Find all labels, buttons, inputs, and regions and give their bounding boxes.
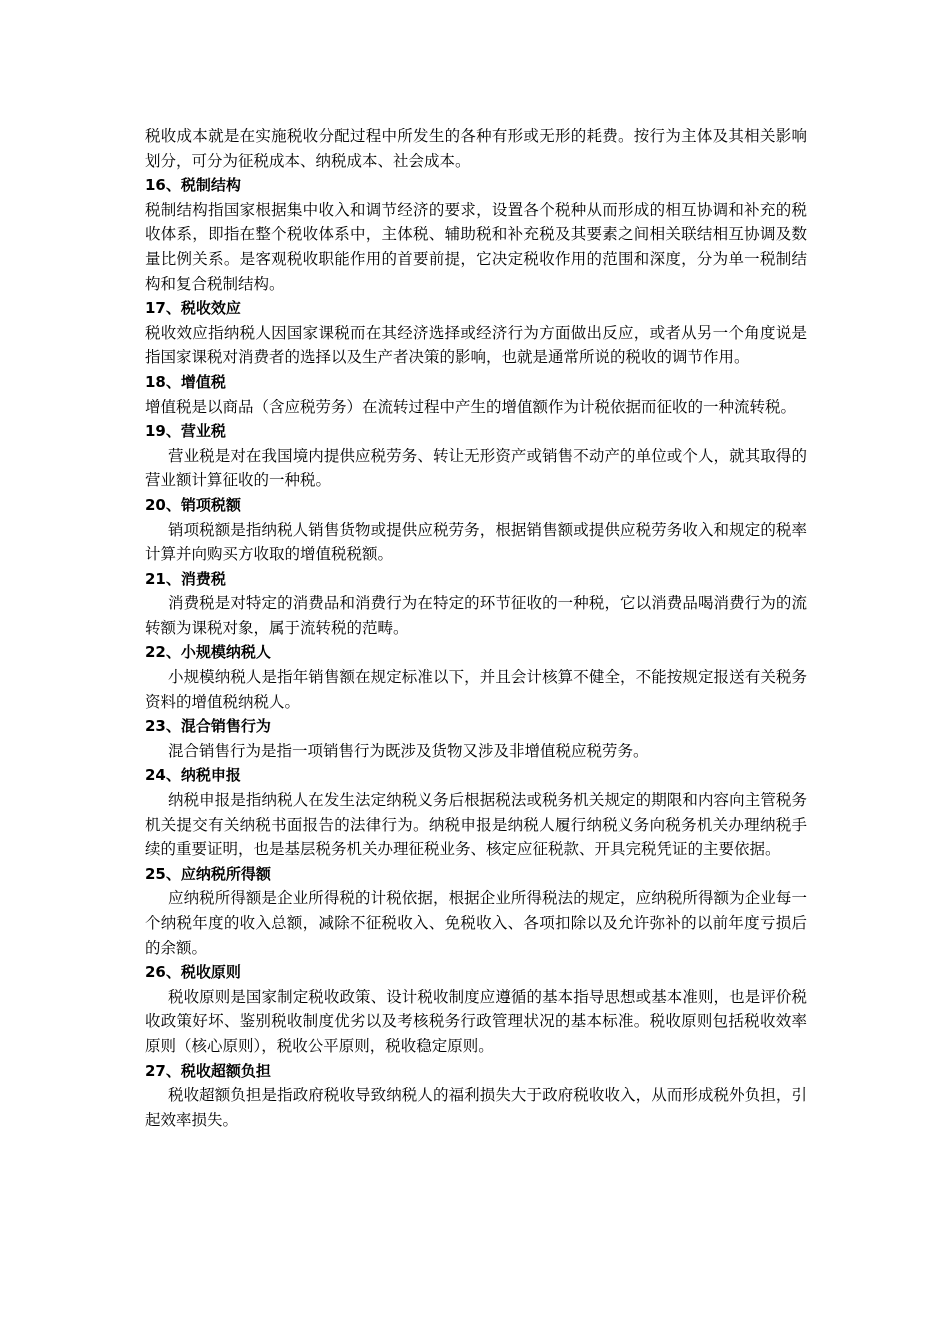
section-body-24: 纳税申报是指纳税人在发生法定纳税义务后根据税法或税务机关规定的期限和内容向主管税务机关提交有关纳税书面报告的法律行为。纳税申报是纳税人履行纳税义务向税务机关办理纳税手续的重要证明，也是基层税务机关办理征税业务、核定应征税款、开具完税凭证的主要依据。 (145, 791, 807, 859)
section-heading-22: 22、小规模纳税人 (145, 643, 271, 662)
section-heading-17: 17、税收效应 (145, 299, 241, 318)
intro-paragraph: 税收成本就是在实施税收分配过程中所发生的各种有形或无形的耗费。按行为主体及其相关影响划分，可分为征税成本、纳税成本、社会成本。 (145, 127, 807, 170)
section-body-19: 营业税是对在我国境内提供应税劳务、转让无形资产或销售不动产的单位或个人，就其取得的营业额计算征收的一种税。 (145, 446, 807, 490)
section-body-25: 应纳税所得额是企业所得税的计税依据，根据企业所得税法的规定，应纳税所得额为企业每一个纳税年度的收入总额，减除不征税收入、免税收入、各项扣除以及允许弥补的以前年度亏损后的余额。 (145, 889, 807, 957)
section-heading-24: 24、纳税申报 (145, 766, 241, 785)
section-heading-16: 16、税制结构 (145, 176, 241, 195)
section-heading-27: 27、税收超额负担 (145, 1061, 271, 1080)
section-body-23: 混合销售行为是指一项销售行为既涉及货物又涉及非增值税应税劳务。 (168, 741, 649, 760)
section-body-22: 小规模纳税人是指年销售额在规定标准以下，并且会计核算不健全，不能按规定报送有关税务资料的增值税纳税人。 (145, 668, 807, 711)
document-page (145, 124, 807, 1132)
section-body-26: 税收原则是国家制定税收政策、设计税收制度应遵循的基本指导思想或基本准则，也是评价税收政策好坏、鉴别税收制度优劣以及考核税务行政管理状况的基本标准。税收原则包括税收效率原则（核心原则），税收公平原则，税收稳定原则。 (145, 987, 807, 1055)
section-heading-23: 23、混合销售行为 (145, 717, 271, 736)
section-heading-25: 25、应纳税所得额 (145, 864, 271, 883)
section-heading-18: 18、增值税 (145, 372, 226, 391)
section-heading-19: 19、营业税 (145, 422, 226, 441)
section-heading-20: 20、销项税额 (145, 495, 241, 514)
section-body-27: 税收超额负担是指政府税收导致纳税人的福利损失大于政府税收收入，从而形成税外负担，引起效率损失。 (145, 1086, 807, 1129)
section-body-20: 销项税额是指纳税人销售货物或提供应税劳务，根据销售额或提供应税劳务收入和规定的税率计算并向购买方收取的增值税税额。 (145, 520, 807, 564)
section-body-18: 增值税是以商品（含应税劳务）在流转过程中产生的增值额作为计税依据而征收的一种流转税。 (145, 397, 797, 416)
section-heading-26: 26、税收原则 (145, 963, 241, 982)
section-body-17: 税收效应指纳税人因国家课税而在其经济选择或经济行为方面做出反应，或者从另一个角度说是指国家课税对消费者的选择以及生产者决策的影响，也就是通常所说的税收的调节作用。 (145, 323, 807, 367)
section-body-21: 消费税是对特定的消费品和消费行为在特定的环节征收的一种税，它以消费品喝消费行为的流转额为课税对象，属于流转税的范畴。 (145, 594, 807, 637)
section-body-16: 税制结构指国家根据集中收入和调节经济的要求，设置各个税种从而形成的相互协调和补充的税收体系，即指在整个税收体系中，主体税、辅助税和补充税及其要素之间相关联结相互协调及数量比例关系。是客观税收职能作用的首要前提，它决定税收作用的范围和深度，分为单一税制结构和复合税制结构。 (145, 200, 807, 293)
section-heading-21: 21、消费税 (145, 569, 226, 588)
